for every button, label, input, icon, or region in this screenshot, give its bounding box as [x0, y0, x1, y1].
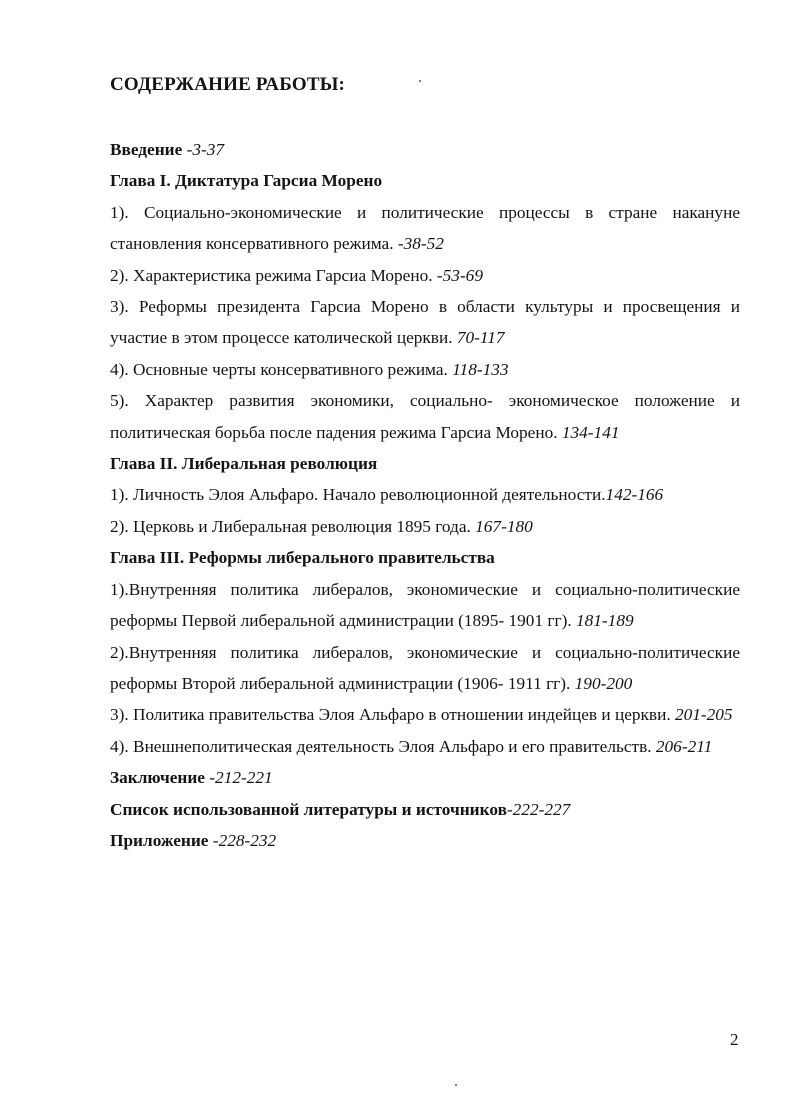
scan-speck — [419, 80, 421, 82]
toc-entry-label: 2).Внутренняя политика либералов, экономические и социально-политические реформы Второй либеральной администрации (1906- 1911 гг). — [110, 642, 740, 693]
toc-entry-1-2 — [110, 260, 740, 291]
toc-entry-introduction — [110, 134, 740, 165]
toc-chapter-3 — [110, 542, 740, 573]
toc-entry-label: 5). Характер развития экономики, социально- экономическое положение и политическая борьба после падения режима Гарсиа Морено. — [110, 391, 740, 442]
toc-entry-pages: -212-221 — [209, 768, 273, 788]
toc-entry-pages: 70-117 — [456, 328, 505, 348]
toc-entry-label: 3). Реформы президента Гарсиа Морено в области культуры и просвещения и участие в этом процессе католической церкви. — [110, 297, 740, 348]
toc-entry-2-1 — [110, 479, 740, 510]
toc-entry-label: 2). Характеристика режима Гарсиа Морено. — [110, 265, 433, 285]
toc-entry-bibliography — [110, 794, 740, 825]
toc-entry-1-1 — [110, 197, 740, 260]
toc-entry-label: 2). Церковь и Либеральная революция 1895 года. — [110, 516, 471, 536]
scan-speck — [455, 1084, 457, 1086]
toc-entry-label: 1).Внутренняя политика либералов, экономические и социально-политические реформы Первой либеральной администрации (1895- 1901 гг). — [110, 579, 740, 631]
toc-entry-label: Глава I. Диктатура Гарсиа Морено — [110, 171, 383, 191]
toc-entry-pages: 190-200 — [574, 673, 633, 693]
toc-entry-label: Глава III. Реформы либерального правительства — [110, 548, 495, 568]
toc-entry-pages: 142-166 — [605, 485, 664, 505]
toc-entry-label: 1). Личность Элоя Альфаро. Начало революционной деятельности. — [110, 485, 606, 505]
toc-entry-pages: 181-189 — [576, 611, 634, 631]
toc-entry-conclusion — [110, 762, 740, 793]
toc-entry-1-3 — [110, 291, 740, 354]
toc-entry-pages: -3-37 — [186, 140, 225, 159]
toc-entry-label: Приложение — [110, 830, 209, 850]
document-heading: СОДЕРЖАНИЕ РАБОТЫ: — [110, 74, 346, 95]
toc-entry-pages: 201-205 — [674, 705, 733, 725]
toc-entry-3-1 — [110, 574, 740, 637]
toc-entry-3-4 — [110, 731, 740, 762]
page-number: 2 — [730, 1030, 739, 1049]
toc-entry-pages: 118-133 — [452, 359, 509, 379]
toc-entry-pages: 134-141 — [561, 422, 620, 442]
toc-entry-label: 1). Социально-экономические и политические процессы в стране накануне становления консервативного режима. — [110, 202, 740, 254]
toc-entry-label: 3). Политика правительства Элоя Альфаро в отношении индейцев и церкви. — [110, 705, 671, 725]
toc-entry-1-5 — [110, 385, 740, 448]
toc-entry-label: Глава II. Либеральная революция — [110, 454, 378, 474]
table-of-contents — [110, 134, 740, 856]
toc-chapter-2 — [110, 448, 740, 479]
toc-entry-pages: -222-227 — [506, 799, 571, 819]
toc-chapter-1 — [110, 165, 740, 196]
toc-entry-label: Введение — [110, 140, 183, 159]
toc-entry-label: 4). Внешнеполитическая деятельность Элоя Альфаро и его правительств. — [110, 736, 652, 756]
toc-entry-2-2 — [110, 511, 740, 542]
toc-entry-pages: -38-52 — [397, 234, 444, 254]
toc-entry-pages: -53-69 — [436, 265, 483, 285]
toc-entry-appendix — [110, 825, 740, 856]
toc-entry-label: Заключение — [110, 768, 205, 788]
toc-entry-label: 4). Основные черты консервативного режима. — [110, 359, 448, 379]
toc-entry-pages: 206-211 — [655, 736, 713, 756]
toc-entry-3-3 — [110, 699, 740, 730]
toc-entry-pages: 167-180 — [475, 516, 533, 536]
toc-entry-label: Список использованной литературы и источников — [110, 799, 507, 819]
toc-entry-3-2 — [110, 637, 740, 700]
toc-entry-pages: -228-232 — [212, 830, 277, 850]
toc-entry-1-4 — [110, 354, 740, 385]
